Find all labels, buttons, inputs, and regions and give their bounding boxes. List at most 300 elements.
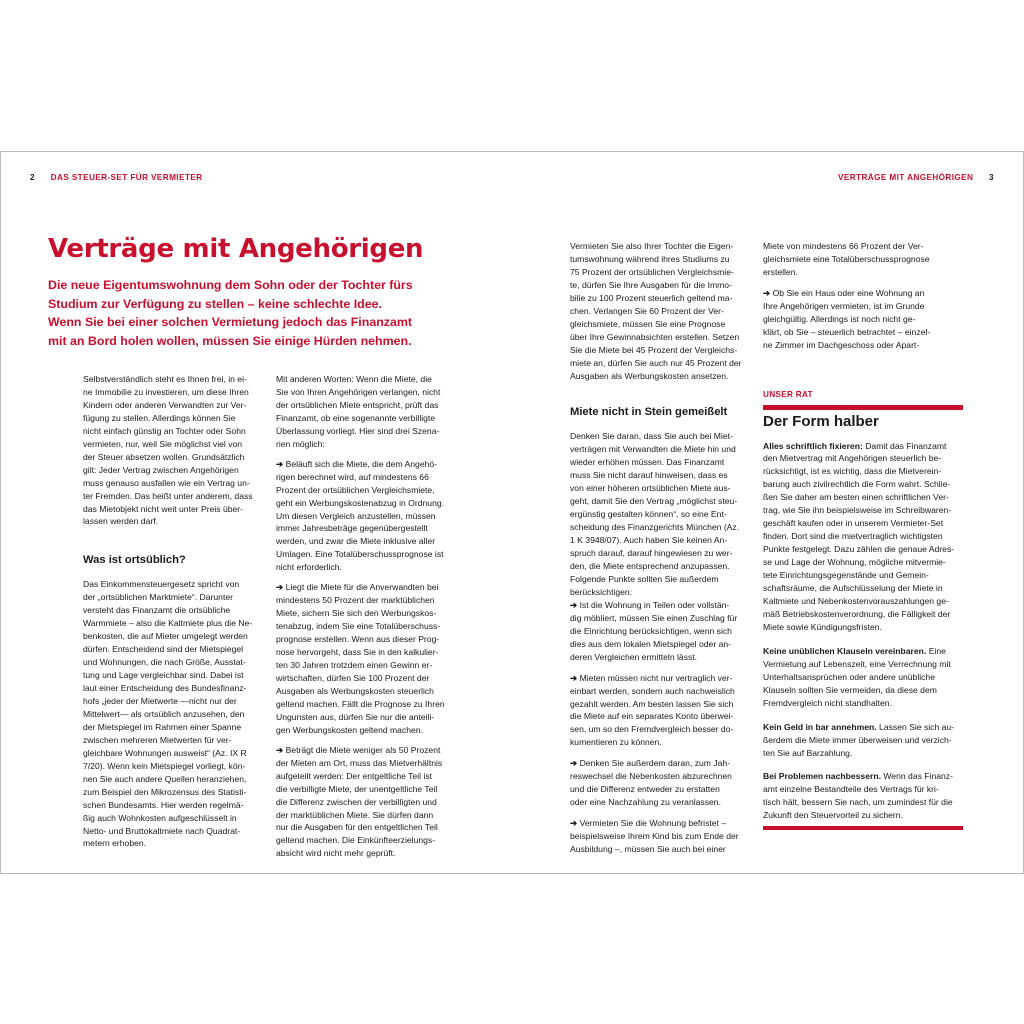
line-text: der Mietspiegel im Rahmen einer Spanne bbox=[83, 721, 242, 732]
text-line bbox=[276, 757, 456, 770]
text-line bbox=[763, 569, 963, 582]
text-line bbox=[83, 734, 263, 747]
text-line bbox=[763, 809, 963, 822]
line-text: nicht einfach günstig an Tochter oder Sohn bbox=[83, 425, 246, 436]
text-line bbox=[83, 451, 263, 464]
line-text: geltend machen. Die Einkünfteerzielungs- bbox=[276, 835, 436, 846]
line-text: gleichgültig. Allerdings ist noch nicht ge- bbox=[763, 313, 916, 324]
text-line bbox=[83, 386, 263, 399]
text-line bbox=[276, 659, 456, 672]
line-text: Überlassung vorliegt. Hier sind drei Szena- bbox=[276, 425, 440, 436]
text-line bbox=[763, 253, 963, 266]
text-line bbox=[276, 685, 456, 698]
text-line bbox=[763, 684, 963, 697]
text-line bbox=[276, 399, 456, 412]
line-text: mäß Betriebskostenverordnung, die Fälligkeit der bbox=[763, 608, 951, 619]
line-text: nur die Ausgaben für den entgeltlichen Teil bbox=[276, 822, 438, 833]
text-line bbox=[83, 695, 263, 708]
text-line bbox=[570, 240, 752, 253]
text-line bbox=[83, 786, 263, 799]
text-line bbox=[83, 591, 263, 604]
line-text: das Mietobjekt nicht weit unter Preis über- bbox=[83, 503, 244, 514]
line-text: den Mietvertrag mit Angehörigen steuerlich be- bbox=[763, 453, 942, 464]
text-line bbox=[570, 672, 752, 685]
text-line bbox=[570, 508, 752, 521]
line-text: der marktüblichen Miete. Sie dürfen dann bbox=[276, 809, 434, 820]
line-text: Mittelwert— als ortsüblich anzusehen, den bbox=[83, 708, 245, 719]
line-text: wirtschaften, dürfen Sie 100 Prozent der bbox=[276, 672, 430, 683]
text-line bbox=[570, 757, 752, 770]
line-text: reswechsel die Nebenkosten abzurechnen bbox=[570, 771, 732, 782]
line-text: tung und Lage vergleichbar sind. Dabei ist bbox=[83, 670, 244, 681]
line-text: gilt: Jeder Vertrag zwischen Angehörigen bbox=[83, 464, 239, 475]
line-text: absicht wird nicht mehr geprüft. bbox=[276, 848, 396, 859]
line-text: Ob Sie ein Haus oder eine Wohnung an bbox=[772, 287, 925, 298]
bullet-paragraph bbox=[570, 599, 752, 664]
text-line bbox=[276, 594, 456, 607]
text-line bbox=[570, 586, 752, 599]
line-text: scheidung des Finanzgerichts München (Az. bbox=[570, 522, 740, 533]
line-text: Mieten müssen nicht nur vertraglich ver- bbox=[579, 672, 733, 683]
tip-keyword: Kein Geld in bar annehmen. bbox=[763, 721, 877, 732]
text-line bbox=[276, 373, 456, 386]
line-text: Selbstverständlich steht es Ihnen frei, in ei- bbox=[83, 374, 247, 384]
text-line bbox=[570, 430, 752, 443]
text-line bbox=[570, 698, 752, 711]
text-line bbox=[570, 770, 752, 783]
line-text: gen Werbungskosten geltend machen. bbox=[276, 724, 423, 735]
text-line bbox=[83, 503, 263, 516]
line-text: hofs „jeder der Mietwerte —nicht nur der bbox=[83, 695, 237, 706]
text-line bbox=[276, 438, 456, 451]
line-text: berücksichtigen: bbox=[570, 586, 633, 597]
arrow-right-icon: ➔ bbox=[570, 672, 580, 683]
text-line bbox=[276, 581, 456, 594]
line-text: die Differenz zwischen der verbilligten und bbox=[276, 796, 437, 807]
bullet-paragraph bbox=[570, 672, 752, 750]
text-line bbox=[763, 697, 963, 710]
text-line bbox=[763, 595, 963, 608]
text-line bbox=[763, 339, 963, 352]
line-text: ten Sie auf Barzahlung. bbox=[763, 747, 853, 758]
text-line bbox=[763, 491, 963, 504]
text-line bbox=[570, 796, 752, 809]
line-text: Wenn das Finanz- bbox=[880, 771, 953, 782]
text-line bbox=[763, 478, 963, 491]
line-text: Kaltmiete und Nebenkostenvorauszahlungen ge- bbox=[763, 595, 949, 606]
text-line bbox=[570, 305, 752, 318]
text-line bbox=[276, 425, 456, 438]
line-text: werden, und zwar die Miete inklusive aller bbox=[276, 536, 436, 547]
line-text: bilie zu 100 Prozent steuerlich geltend ma- bbox=[570, 292, 733, 303]
line-text: prognose erstellen. Wenn aus dieser Prog- bbox=[276, 634, 440, 645]
text-line bbox=[276, 711, 456, 724]
line-text: und Wohnungen, die nach Größe, Ausstat- bbox=[83, 657, 246, 668]
line-text: wieder erhöhen müssen. Das Finanzamt bbox=[570, 457, 725, 468]
text-line bbox=[83, 373, 263, 386]
line-text: 75 Prozent der ortsüblichen Vergleichsmie- bbox=[570, 266, 734, 277]
text-line bbox=[276, 548, 456, 561]
line-text: Miete sowie Kündigungsfristen. bbox=[763, 621, 882, 632]
text-line bbox=[570, 456, 752, 469]
text-line bbox=[83, 799, 263, 812]
tip-title: Der Form halber bbox=[763, 412, 879, 430]
text-line bbox=[83, 399, 263, 412]
line-text: Ausgaben als Werbungskosten steuerlich bbox=[276, 685, 434, 696]
text-line bbox=[83, 812, 263, 825]
line-text: ergünstig gestalten können“, so eine Ent- bbox=[570, 509, 727, 520]
text-line bbox=[570, 817, 752, 830]
text-line bbox=[570, 685, 752, 698]
text-line bbox=[83, 721, 263, 734]
text-line bbox=[763, 543, 963, 556]
text-line bbox=[570, 266, 752, 279]
text-line bbox=[83, 643, 263, 656]
text-line bbox=[83, 682, 263, 695]
text-line bbox=[570, 482, 752, 495]
text-column-1 bbox=[83, 373, 263, 850]
line-text: Ihre Angehörigen vermieten, ist im Grunde bbox=[763, 300, 925, 311]
text-line bbox=[570, 599, 752, 612]
text-line bbox=[276, 522, 456, 535]
text-line bbox=[763, 783, 963, 796]
line-text: lassen werden darf. bbox=[83, 516, 158, 527]
text-line bbox=[276, 783, 456, 796]
tip-top-bar bbox=[763, 405, 963, 410]
tip-paragraph bbox=[763, 645, 963, 710]
lead-line: Studium zur Verfügung zu stellen – keine schlechte Idee. bbox=[48, 296, 382, 311]
line-text: fügung zu stellen. Allerdings können Sie bbox=[83, 412, 236, 423]
line-text: rücksichtigt, ist es wichtig, dass die Mietverein- bbox=[763, 466, 942, 477]
line-text: schen Bundesamts. Hier werden regelmä- bbox=[83, 799, 244, 810]
line-text: den, die Miete entsprechend anzupassen. bbox=[570, 560, 730, 571]
page-number-right: 3 bbox=[989, 173, 994, 182]
line-text: gezahlt werden. Am besten lassen Sie sich bbox=[570, 698, 734, 709]
tip-paragraph bbox=[763, 770, 963, 822]
text-line bbox=[83, 760, 263, 773]
text-line bbox=[763, 326, 963, 339]
line-text: Ungunsten aus, dürfen Sie nur die anteili- bbox=[276, 711, 435, 722]
line-text: muss Sie nicht darauf hinweisen, dass es bbox=[570, 470, 728, 481]
line-text: tisch hält, bessern Sie nach, um zumindest für die bbox=[763, 797, 953, 808]
text-line bbox=[276, 724, 456, 737]
line-text: Folgende Punkte sollten Sie außerdem bbox=[570, 573, 719, 584]
line-text: metern erhoben. bbox=[83, 838, 147, 849]
intro-paragraph bbox=[276, 373, 456, 451]
lead-line: Die neue Eigentumswohnung dem Sohn oder der Tochter fürs bbox=[48, 278, 413, 292]
bullet-paragraph bbox=[276, 744, 456, 861]
line-text: amt einzelne Bestandteile des Vertrags für kri- bbox=[763, 784, 939, 795]
line-text: Miete von mindestens 66 Prozent der Ver- bbox=[763, 241, 924, 251]
line-text: ter Fremden. Das heißt unter anderem, dass bbox=[83, 490, 253, 501]
arrow-right-icon: ➔ bbox=[570, 818, 580, 829]
line-text: geht ein Werbungskostenabzug in Ordnung. bbox=[276, 497, 445, 508]
line-text: gleichbare Wohnungen ausweist“ (Az. IX R bbox=[83, 747, 247, 758]
running-header-left bbox=[30, 173, 202, 182]
line-text: trag, wie Sie ihn beispielsweise im Schreibwaren- bbox=[763, 505, 952, 516]
line-text: aufgeteilt werden: Der entgeltliche Teil ist bbox=[276, 770, 433, 781]
tip-keyword: Alles schriftlich fixieren: bbox=[763, 440, 863, 451]
line-text: Um diesen Vergleich anzustellen, müssen bbox=[276, 510, 436, 521]
line-text: ßerdem die Miete immer überweisen und verzich- bbox=[763, 734, 952, 745]
intro-paragraph bbox=[570, 240, 752, 382]
line-text: ßen Sie daher am besten einen schriftlichen Ver- bbox=[763, 492, 949, 503]
text-line bbox=[276, 633, 456, 646]
text-line bbox=[763, 747, 963, 760]
line-text: Damit das Finanzamt bbox=[862, 440, 947, 451]
bullet-paragraph bbox=[276, 458, 456, 575]
text-line bbox=[276, 796, 456, 809]
line-text: sen, um so den Fremdvergleich besser do- bbox=[570, 724, 734, 735]
line-text: muss genauso ausfallen wie ein Vertrag un- bbox=[83, 477, 250, 488]
line-text: klärt, ob Sie – steuerlich betrachtet – einzel- bbox=[763, 326, 931, 337]
line-text: der Steuer absetzen wollen. Grundsätzlich bbox=[83, 451, 245, 462]
arrow-right-icon: ➔ bbox=[763, 287, 773, 298]
line-text: Prozent der ortsüblichen Vergleichsmiete, bbox=[276, 484, 435, 495]
line-text: deren Vergleichen ermitteln lässt. bbox=[570, 651, 698, 662]
text-line bbox=[763, 530, 963, 543]
line-text: die Miete auf ein separates Konto überwei- bbox=[570, 711, 734, 722]
text-line bbox=[83, 515, 263, 528]
text-line bbox=[83, 578, 263, 591]
text-line bbox=[276, 458, 456, 471]
line-text: die Einrichtung berücksichtigen, wenn sich bbox=[570, 625, 732, 636]
text-line bbox=[570, 625, 752, 638]
line-text: einbart werden, sondern auch nachweislich bbox=[570, 685, 735, 696]
text-line bbox=[570, 357, 752, 370]
text-line bbox=[763, 621, 963, 634]
bullet-paragraph bbox=[570, 817, 752, 856]
line-text: Vermietung auf Lebenszeit, eine Verrechnung mit bbox=[763, 658, 951, 669]
text-line bbox=[570, 443, 752, 456]
intro-paragraph bbox=[763, 240, 963, 279]
tip-label: UNSER RAT bbox=[763, 389, 813, 399]
line-text: Miete, sichern Sie sich den Werbungskos- bbox=[276, 608, 437, 619]
line-text: tumswohnung während ihres Studiums zu bbox=[570, 253, 730, 264]
text-line bbox=[763, 721, 963, 734]
tip-box bbox=[763, 389, 963, 831]
text-line bbox=[763, 734, 963, 747]
line-text: Fremdvergleich nicht standhalten. bbox=[763, 697, 892, 708]
line-text: Kindern oder anderen Verwandten zur Ver- bbox=[83, 399, 247, 410]
line-text: laut einer Entscheidung des Bundesfinanz- bbox=[83, 683, 247, 694]
text-line bbox=[763, 796, 963, 809]
text-line bbox=[570, 344, 752, 357]
text-line bbox=[276, 607, 456, 620]
text-line bbox=[276, 847, 456, 860]
arrow-right-icon: ➔ bbox=[570, 599, 580, 610]
text-column-2 bbox=[276, 373, 456, 860]
line-text: ne Immobilie zu investieren, um diese Ihren bbox=[83, 386, 249, 397]
tip-keyword: Keine unüblichen Klauseln vereinbaren. bbox=[763, 645, 927, 656]
line-text: Sie die Miete bei 45 Prozent der Vergleichs- bbox=[570, 344, 738, 355]
line-text: gleichsmiete, müssen Sie eine Prognose bbox=[570, 318, 726, 329]
text-line bbox=[83, 617, 263, 630]
tip-paragraph bbox=[763, 721, 963, 760]
text-line bbox=[570, 469, 752, 482]
lead-line: Wenn Sie bei einer solchen Vermietung jedoch das Finanzamt bbox=[48, 315, 413, 329]
text-line bbox=[570, 370, 752, 383]
text-line bbox=[570, 495, 752, 508]
line-text: ßig auch Wohnkosten aufgeschlüsselt in bbox=[83, 812, 237, 823]
text-line bbox=[276, 646, 456, 659]
arrow-right-icon: ➔ bbox=[276, 458, 286, 469]
line-text: Liegt die Miete für die Anverwandten bei bbox=[285, 582, 439, 593]
line-text: 7/20). Wenn kein Mietspiegel vorliegt, kön- bbox=[83, 760, 246, 771]
line-text: se und Lage der Wohnung, mögliche mitvermie- bbox=[763, 557, 946, 568]
line-text: Netto- und Bruttokaltmiete nach Quadrat- bbox=[83, 825, 241, 836]
line-text: der „ortsüblichen Marktmiete“. Darunter bbox=[83, 592, 233, 603]
text-line bbox=[276, 834, 456, 847]
line-text: dig möbliert, müssen Sie einen Zuschlag für bbox=[570, 612, 738, 623]
line-text: Mit anderen Worten: Wenn die Miete, die bbox=[276, 374, 432, 384]
text-line bbox=[570, 279, 752, 292]
text-line bbox=[763, 266, 963, 279]
line-text: kumentieren zu können. bbox=[570, 737, 662, 748]
page-number-left: 2 bbox=[30, 173, 35, 182]
line-text: Eine bbox=[926, 645, 946, 656]
text-line bbox=[570, 521, 752, 534]
text-line bbox=[763, 452, 963, 465]
text-line bbox=[763, 582, 963, 595]
line-text: geht, damit Sie den Vertrag „möglichst steu- bbox=[570, 496, 738, 507]
line-text: verträgen mit Verwandten die Miete hin und bbox=[570, 444, 736, 455]
text-line bbox=[570, 318, 752, 331]
line-text: von einer höheren ortsüblichen Miete aus- bbox=[570, 483, 731, 494]
line-text: Sie von Ihren Angehörigen verlangen, nicht bbox=[276, 386, 441, 397]
text-line bbox=[276, 809, 456, 822]
text-line bbox=[276, 386, 456, 399]
subheading-ortsueblich: Was ist ortsüblich? bbox=[83, 554, 186, 567]
line-text: Lassen Sie sich au- bbox=[876, 721, 955, 732]
tip-keyword: Bei Problemen nachbessern. bbox=[763, 771, 881, 782]
text-line bbox=[570, 638, 752, 651]
text-line bbox=[570, 710, 752, 723]
text-line bbox=[276, 770, 456, 783]
line-text: immer Jahresbeträge gegenübergestellt bbox=[276, 523, 428, 534]
line-text: Umlagen. Eine Totalüberschussprognose ist bbox=[276, 549, 444, 560]
text-line bbox=[570, 292, 752, 305]
tip-bottom-bar bbox=[763, 826, 963, 830]
line-text: Ausbildung –, müssen Sie auch bei einer bbox=[570, 844, 726, 855]
text-line bbox=[763, 440, 963, 453]
text-line bbox=[763, 240, 963, 253]
body-paragraph bbox=[570, 430, 752, 598]
text-line bbox=[83, 438, 263, 451]
text-line bbox=[763, 465, 963, 478]
text-line bbox=[276, 698, 456, 711]
line-text: zwischen mehreren Mietwerten für ver- bbox=[83, 734, 232, 745]
text-line bbox=[276, 672, 456, 685]
text-line bbox=[83, 656, 263, 669]
text-line bbox=[83, 825, 263, 838]
text-line bbox=[763, 556, 963, 569]
line-text: ne Zimmer im Dachgeschoss oder Apart- bbox=[763, 339, 920, 350]
line-text: erstellen. bbox=[763, 266, 798, 277]
line-text: Beträgt die Miete weniger als 50 Prozent bbox=[285, 744, 441, 755]
text-line bbox=[83, 477, 263, 490]
line-text: rigen berechnet wird, auf mindestens 66 bbox=[276, 471, 429, 482]
line-text: barung auch zivilrechtlich die Form wahrt. Schlie- bbox=[763, 479, 951, 490]
text-line bbox=[570, 843, 752, 856]
article-lead bbox=[48, 276, 413, 350]
line-text: ten 30 Jahren trotzdem einen Gewinn er- bbox=[276, 660, 433, 671]
text-line bbox=[83, 747, 263, 760]
line-text: Warmmiete – also die Kaltmiete plus die Ne- bbox=[83, 618, 253, 629]
body-paragraph bbox=[83, 578, 263, 850]
text-column-4 bbox=[763, 240, 963, 830]
arrow-right-icon: ➔ bbox=[276, 744, 286, 755]
line-text: miete an, dürfen Sie auch nur 45 Prozent der bbox=[570, 357, 742, 368]
text-line bbox=[763, 504, 963, 517]
line-text: Unterhaltsansprüchen oder andere unübliche bbox=[763, 671, 935, 682]
line-text: schaftsräume, die Aufschlüsselung der Miete in bbox=[763, 583, 943, 594]
line-text: versteht das Finanzamt die ortsübliche bbox=[83, 605, 231, 616]
line-text: Das Einkommensteuergesetz spricht von bbox=[83, 579, 240, 590]
line-text: dürfen. Entscheidend sind der Mietspiegel bbox=[83, 644, 244, 655]
line-text: gleichsmiete eine Totalüberschussprognose bbox=[763, 253, 930, 264]
text-line bbox=[570, 651, 752, 664]
text-line bbox=[570, 547, 752, 560]
intro-paragraph bbox=[83, 373, 263, 528]
text-line bbox=[570, 830, 752, 843]
line-text: Klauseln sollten Sie vermeiden, da diese dem bbox=[763, 684, 937, 695]
text-line bbox=[276, 744, 456, 757]
text-line bbox=[276, 821, 456, 834]
line-text: mindestens 50 Prozent der marktüblichen bbox=[276, 595, 435, 606]
line-text: vermieten, nur, weil Sie möglichst viel von bbox=[83, 438, 243, 449]
line-text: 1 K 3948/07). Auch haben Sie keinen An- bbox=[570, 535, 728, 546]
text-line bbox=[276, 561, 456, 574]
line-text: tenabzug, indem Sie eine Totalüberschuss- bbox=[276, 621, 441, 632]
text-line bbox=[763, 287, 963, 300]
line-text: nicht erforderlich. bbox=[276, 562, 342, 573]
text-line bbox=[570, 331, 752, 344]
line-text: rien möglich: bbox=[276, 438, 325, 449]
text-line bbox=[570, 783, 752, 796]
bullet-paragraph bbox=[570, 757, 752, 809]
bullet-paragraph bbox=[763, 287, 963, 352]
line-text: nen Sie auch andere Quellen heranziehen, bbox=[83, 773, 247, 784]
line-text: beispielsweise Ihrem Kind bis zum Ende der bbox=[570, 831, 739, 842]
text-column-3 bbox=[570, 240, 752, 856]
line-text: Denken Sie daran, dass Sie auch bei Miet- bbox=[570, 431, 733, 442]
text-line bbox=[83, 412, 263, 425]
line-text: Finanzamt, ob eine sogenannte verbilligte bbox=[276, 412, 436, 423]
text-line bbox=[570, 736, 752, 749]
line-text: der Mieten am Ort, muss das Mietverhältnis bbox=[276, 757, 443, 768]
text-line bbox=[83, 490, 263, 503]
text-line bbox=[570, 253, 752, 266]
text-line bbox=[83, 464, 263, 477]
line-text: benkosten, die auf Mieter umgelegt werden bbox=[83, 631, 248, 642]
line-text: dies aus dem lokalen Mietspiegel oder an- bbox=[570, 638, 731, 649]
article-title: Verträge mit Angehörigen bbox=[48, 234, 424, 264]
text-line bbox=[83, 773, 263, 786]
text-line bbox=[763, 770, 963, 783]
text-line bbox=[83, 604, 263, 617]
text-line bbox=[763, 313, 963, 326]
arrow-right-icon: ➔ bbox=[570, 758, 580, 769]
line-text: Denken Sie außerdem daran, zum Jah- bbox=[579, 758, 731, 769]
tip-paragraph bbox=[763, 440, 963, 634]
line-text: Ist die Wohnung in Teilen oder vollstän- bbox=[579, 599, 730, 610]
text-line bbox=[276, 535, 456, 548]
bullet-paragraph bbox=[276, 581, 456, 736]
text-line bbox=[276, 412, 456, 425]
line-text: Ausgaben als Werbungskosten ansetzen. bbox=[570, 370, 729, 381]
text-line bbox=[570, 573, 752, 586]
